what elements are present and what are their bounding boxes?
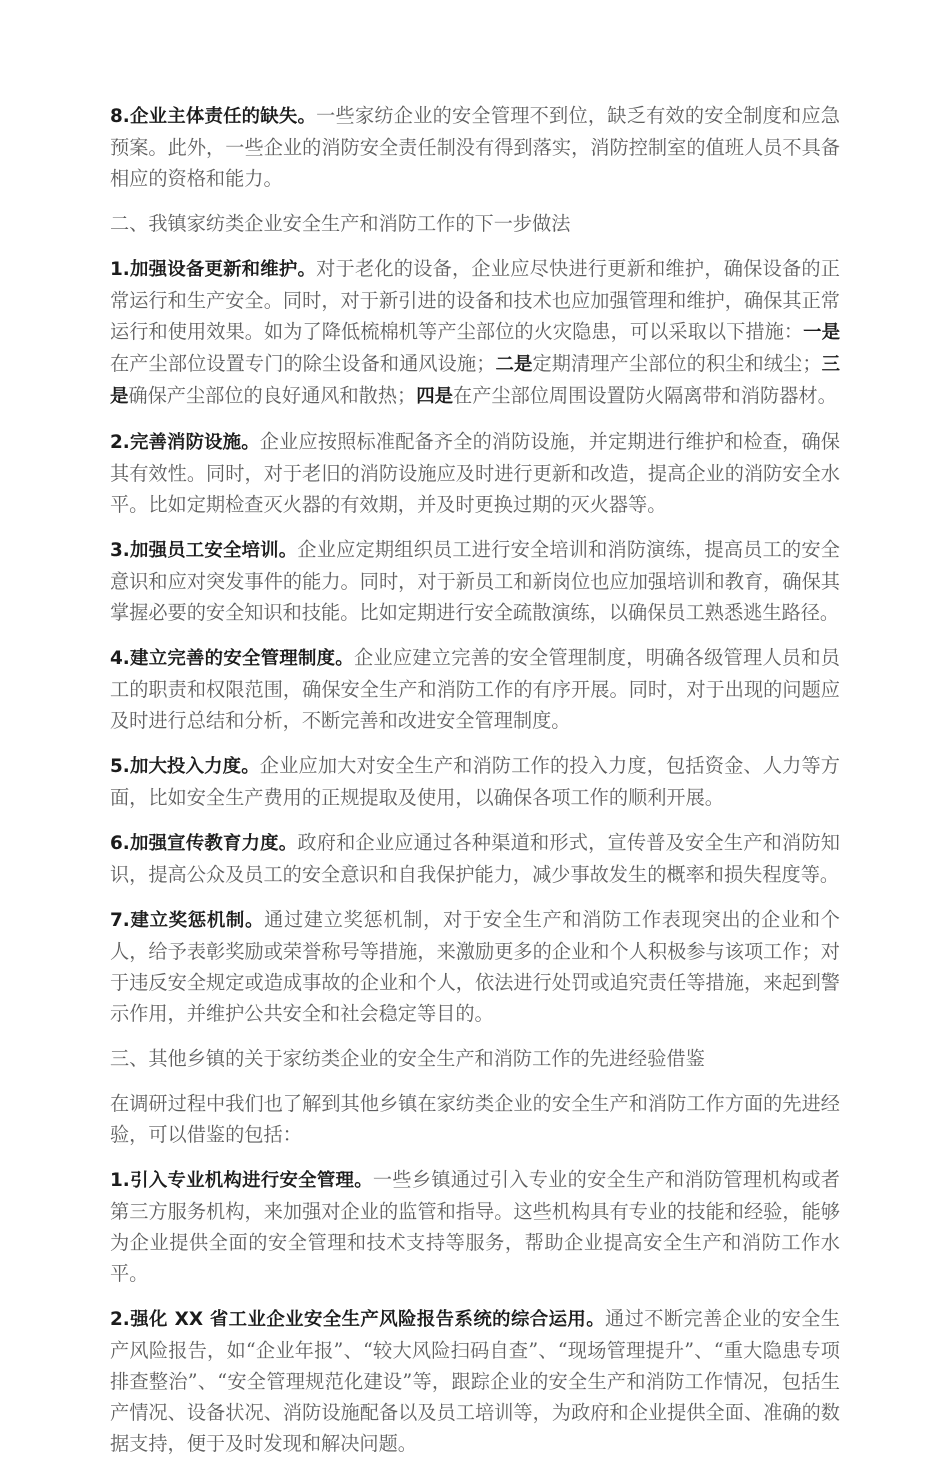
document-body (110, 100, 840, 1459)
inline-emphasis-second: 二是 (495, 354, 533, 375)
paragraph-lead-label: 1.引入专业机构进行安全管理。 (110, 1170, 373, 1191)
paragraph-1-equipment-update (110, 253, 840, 412)
paragraph-2-risk-report-system (110, 1303, 840, 1459)
paragraph-run-text: 对于老化的设备，企业应尽快进行更新和维护，确保设备的正常运行和生产安全。同时，对于新引进的设备和技术也应加强管理和维护，确保其正常运行和使用效果。如为了降低梳棉机等产尘部位的火灾隐患，可以采取以下措施： (110, 257, 840, 343)
paragraph-7-reward-punishment (110, 904, 840, 1029)
paragraph-body-text: 通过不断完善企业的安全生产风险报告，如“企业年报”、“较大风险扫码自查”、“现场管理提升”、“重大隐患专项排查整治”、“安全管理规范化建设”等，跟踪企业的安全生产和消防工作情况，包括生产情况、设备状况、消防设施配备以及员工培训等，为政府和企业提供全面、准确的数据支持，便于及时发现和解决问题。 (110, 1307, 840, 1455)
paragraph-lead-label: 4.建立完善的安全管理制度。 (110, 648, 354, 669)
inline-emphasis-fourth: 四是 (416, 386, 454, 407)
paragraph-2-fire-facilities (110, 426, 840, 520)
paragraph-1-professional-agency (110, 1164, 840, 1289)
paragraph-lead-label: 2.完善消防设施。 (110, 432, 260, 453)
paragraph-body-text: 一些乡镇通过引入专业的安全生产和消防管理机构或者第三方服务机构，来加强对企业的监管和指导。这些机构具有专业的技能和经验，能够为企业提供全面的安全管理和技术支持等服务，帮助企业提高安全生产和消防工作水平。 (110, 1168, 840, 1285)
paragraph-body-text: 企业应按照标准配备齐全的消防设施，并定期进行维护和检查，确保其有效性。同时，对于老旧的消防设施应及时进行更新和改造，提高企业的消防安全水平。比如定期检查灭火器的有效期，并及时更换过期的灭火器等。 (110, 430, 840, 516)
paragraph-research-intro: 在调研过程中我们也了解到其他乡镇在家纺类企业的安全生产和消防工作方面的先进经验，可以借鉴的包括： (110, 1092, 840, 1146)
paragraph-lead-label: 2.强化 XX 省工业企业安全生产风险报告系统的综合运用。 (110, 1309, 606, 1330)
paragraph-run-text: 定期清理产尘部位的积尘和绒尘； (532, 352, 822, 375)
paragraph-3-staff-training (110, 534, 840, 628)
paragraph-lead-label: 6.加强宣传教育力度。 (110, 833, 298, 854)
section-heading-three: 三、其他乡镇的关于家纺类企业的安全生产和消防工作的先进经验借鉴 (110, 1047, 705, 1070)
paragraph-body-text: 企业应定期组织员工进行安全培训和消防演练，提高员工的安全意识和应对突发事件的能力。同时，对于新员工和新岗位也应加强培训和教育，确保其掌握必要的安全知识和技能。比如定期进行安全疏散演练，以确保员工熟悉逃生路径。 (110, 538, 840, 624)
paragraph-5-increase-investment (110, 750, 840, 813)
paragraph-lead-label: 8.企业主体责任的缺失。 (110, 106, 317, 127)
paragraph-lead-label: 3.加强员工安全培训。 (110, 540, 298, 561)
paragraph-lead-label: 7.建立奖惩机制。 (110, 910, 265, 931)
paragraph-8-enterprise-responsibility (110, 100, 840, 194)
paragraph-4-management-system (110, 642, 840, 736)
paragraph-run-text: 在产尘部位设置专门的除尘设备和通风设施； (110, 352, 496, 375)
paragraph-6-publicity-education (110, 827, 840, 890)
paragraph-body-text: 政府和企业应通过各种渠道和形式，宣传普及安全生产和消防知识，提高公众及员工的安全意识和自我保护能力，减少事故发生的概率和损失程度等。 (110, 831, 840, 886)
paragraph-run-text: 在产尘部位周围设置防火隔离带和消防器材。 (453, 384, 837, 407)
paragraph-body-text: 通过建立奖惩机制，对于安全生产和消防工作表现突出的企业和个人，给予表彰奖励或荣誉称号等措施，来激励更多的企业和个人积极参与该项工作；对于违反安全规定或造成事故的企业和个人，依法进行处罚或追究责任等措施，来起到警示作用，并维护公共安全和社会稳定等目的。 (110, 908, 840, 1025)
paragraph-lead-label: 5.加大投入力度。 (110, 756, 260, 777)
paragraph-body-text: 一些家纺企业的安全管理不到位，缺乏有效的安全制度和应急预案。此外，一些企业的消防安全责任制没有得到落实，消防控制室的值班人员不具备相应的资格和能力。 (110, 104, 840, 190)
inline-emphasis-first: 一是 (803, 322, 840, 343)
section-heading-two: 二、我镇家纺类企业安全生产和消防工作的下一步做法 (110, 212, 571, 235)
paragraph-body-text: 企业应建立完善的安全管理制度，明确各级管理人员和员工的职责和权限范围，确保安全生产和消防工作的有序开展。同时，对于出现的问题应及时进行总结和分析，不断完善和改进安全管理制度。 (110, 646, 840, 732)
paragraph-run-text: 确保产尘部位的良好通风和散热； (128, 384, 417, 407)
inline-emphasis-third: 三是 (110, 354, 840, 407)
paragraph-body-text: 企业应加大对安全生产和消防工作的投入力度，包括资金、人力等方面，比如安全生产费用的正规提取及使用，以确保各项工作的顺利开展。 (110, 754, 840, 809)
paragraph-lead-label: 1.加强设备更新和维护。 (110, 259, 317, 280)
